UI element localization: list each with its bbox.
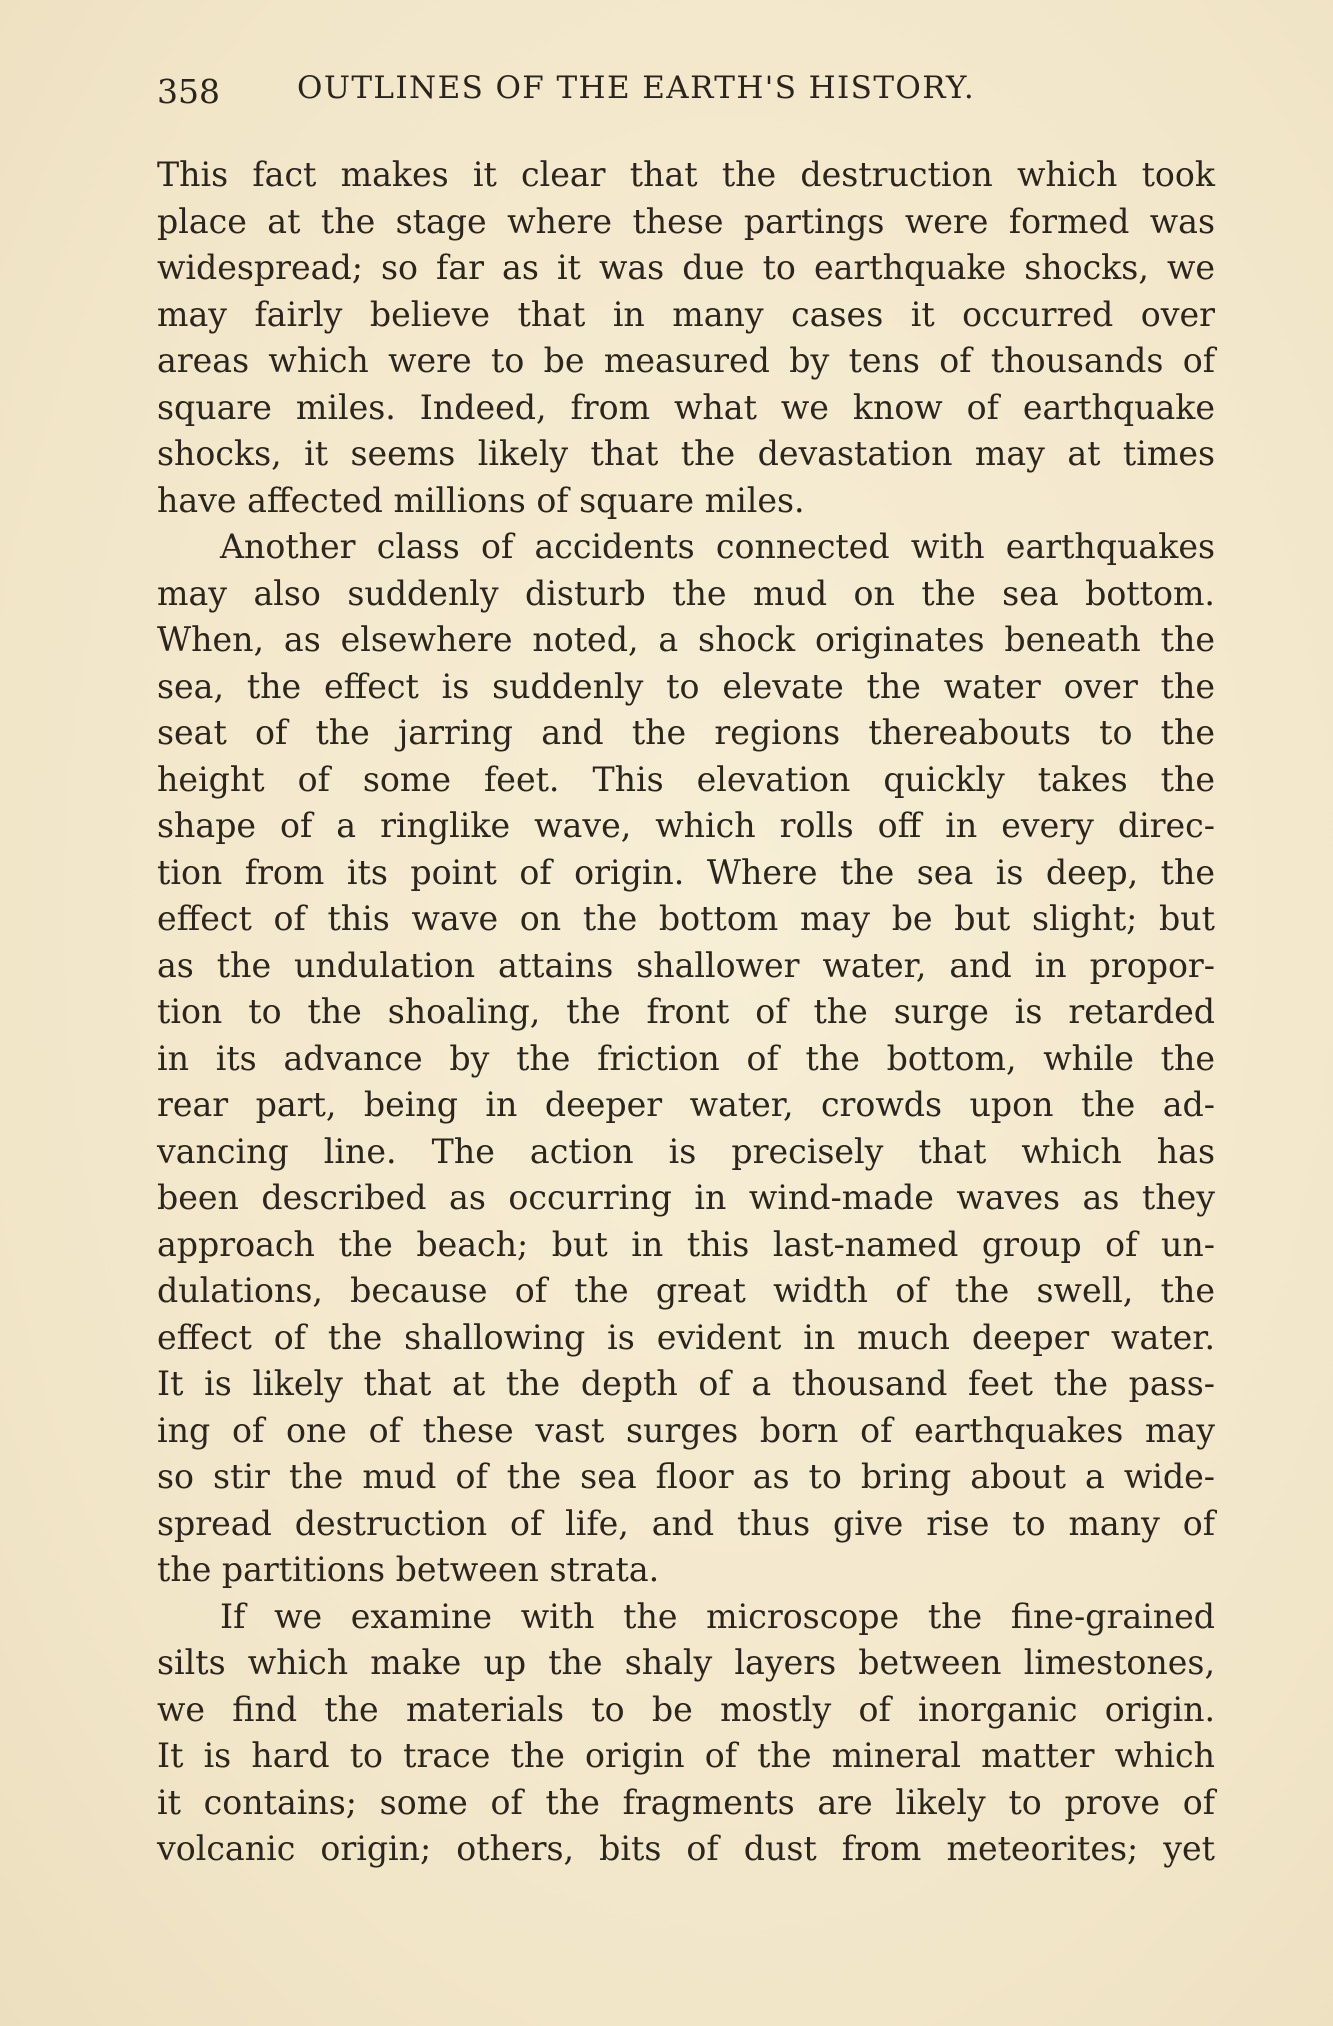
text-line: vancing line. The action is precisely that which has <box>157 1131 1215 1171</box>
text-line: spread destruction of life, and thus give rise to many of <box>157 1503 1215 1543</box>
text-line: sea, the effect is suddenly to elevate the water over the <box>157 666 1215 706</box>
running-head: OUTLINES OF THE EARTH'S HISTORY. <box>297 70 976 106</box>
text-line: tion from its point of origin. Where the sea is deep, the <box>157 852 1215 892</box>
paragraph-3 <box>157 1594 1215 1873</box>
text-line: shocks, it seems likely that the devastation may at times <box>157 434 1215 473</box>
text-line: When, as elsewhere noted, a shock originates beneath the <box>157 620 1215 659</box>
text-line: been described as occurring in wind-made waves as they <box>157 1178 1215 1217</box>
text-line: rear part, being in deeper water, crowds upon the ad- <box>157 1085 1215 1124</box>
text-line: have affected millions of square miles. <box>157 480 805 520</box>
text-line: seat of the jarring and the regions thereabouts to the <box>157 713 1215 752</box>
text-line: volcanic origin; others, bits of dust from meteorites; yet <box>157 1829 1215 1868</box>
text-line: dulations, because of the great width of the swell, the <box>157 1271 1215 1310</box>
text-line: as the undulation attains shallower water, and in propor- <box>157 945 1215 985</box>
text-line: square miles. Indeed, from what we know of earthquake <box>157 387 1215 427</box>
text-line: This fact makes it clear that the destruction which took <box>157 155 1215 194</box>
text-line: tion to the shoaling, the front of the surge is retarded <box>157 992 1215 1031</box>
text-line: may fairly believe that in many cases it occurred over <box>157 294 1215 334</box>
text-line: Another class of accidents connected with earthquakes <box>220 527 1215 566</box>
paragraph-2 <box>157 524 1215 1594</box>
text-line: widespread; so far as it was due to earthquake shocks, we <box>157 248 1215 287</box>
text-line: It is hard to trace the origin of the mineral matter which <box>157 1736 1215 1775</box>
text-line: effect of this wave on the bottom may be but slight; but <box>157 899 1215 938</box>
text-line: may also suddenly disturb the mud on the sea bottom. <box>157 573 1215 613</box>
text-line: ing of one of these vast surges born of earthquakes may <box>157 1410 1215 1450</box>
paragraph-1 <box>157 152 1215 524</box>
text-line: in its advance by the friction of the bottom, while the <box>157 1038 1215 1078</box>
page-number: 358 <box>157 72 220 111</box>
text-line: so stir the mud of the sea floor as to bring about a wide- <box>157 1457 1215 1496</box>
text-line: approach the beach; but in this last-named group of un- <box>157 1224 1215 1264</box>
text-line: the partitions between strata. <box>157 1550 660 1589</box>
body-text <box>157 152 1215 1873</box>
text-line: If we examine with the microscope the fine-grained <box>220 1596 1215 1636</box>
text-line: shape of a ringlike wave, which rolls off in every direc- <box>157 806 1215 845</box>
page-header <box>157 62 1215 110</box>
text-line: effect of the shallowing is evident in much deeper water. <box>157 1317 1215 1357</box>
text-line: silts which make up the shaly layers between limestones, <box>157 1643 1215 1682</box>
text-line: It is likely that at the depth of a thousand feet the pass- <box>157 1364 1215 1403</box>
text-line: place at the stage where these partings were formed was <box>157 201 1215 241</box>
text-line: we find the materials to be mostly of inorganic origin. <box>157 1689 1215 1729</box>
text-line: height of some feet. This elevation quickly takes the <box>157 759 1215 799</box>
text-line: areas which were to be measured by tens of thousands of <box>157 341 1215 380</box>
text-line: it contains; some of the fragments are likely to prove of <box>157 1782 1215 1822</box>
